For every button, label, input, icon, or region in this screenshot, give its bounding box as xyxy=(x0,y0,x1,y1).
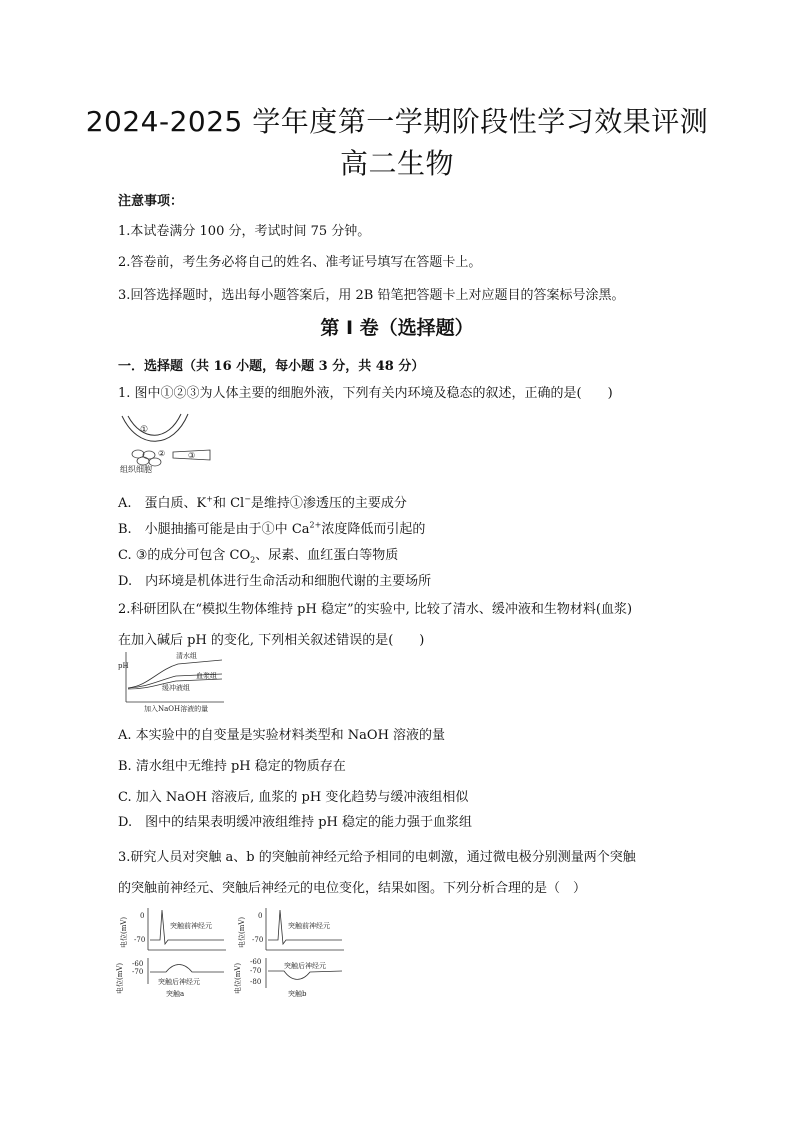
notice-heading: 注意事项： xyxy=(118,194,184,209)
q2-option-b: B. 清水组中无维持 pH 稳定的物质存在 xyxy=(118,759,346,774)
exam-subject: 高二生物 xyxy=(339,147,454,180)
q1-label-3: ③ xyxy=(188,451,196,460)
q1-label-2: ② xyxy=(158,449,166,458)
q3b-m70b: -70 xyxy=(250,967,262,975)
q3b-caption: 突触b xyxy=(288,990,307,998)
q1-figure xyxy=(118,410,214,474)
q1-caption: 组织细胞 xyxy=(120,465,152,474)
q3b-post: 突触后神经元 xyxy=(284,962,326,970)
q3a-m70: -70 xyxy=(134,936,146,944)
q3a-ylabel: 电位(mV) xyxy=(120,916,128,948)
q3-stem-line2: 的突触前神经元、突触后神经元的电位变化，结果如图。下列分析合理的是（ ） xyxy=(118,881,587,896)
q2-plasma-label: 血浆组 xyxy=(196,672,217,680)
q1-option-c: C. ③的成分可包含 $CO_2$、尿素、血红蛋白等物质 xyxy=(118,548,399,565)
q3b-zero: 0 xyxy=(258,912,263,920)
q3-figure-a xyxy=(118,904,228,1000)
q3a-pre: 突触前神经元 xyxy=(170,922,212,930)
q2-y-label: pH xyxy=(118,662,129,670)
q2-option-a: A. 本实验中的自变量是实验材料类型和 NaOH 溶液的量 xyxy=(118,728,446,743)
q3b-ylabel: 电位(mV) xyxy=(238,916,246,948)
q2-option-c: C. 加入 NaOH 溶液后, 血浆的 pH 变化趋势与缓冲液组相似 xyxy=(118,790,469,805)
notice-item-2: 2.答卷前，考生务必将自己的姓名、准考证号填写在答题卡上。 xyxy=(118,255,482,270)
q1-label-1: ① xyxy=(140,425,149,435)
q3a-ylabel2: 电位(mV) xyxy=(116,962,124,994)
notice-item-1: 1.本试卷满分 100 分，考试时间 75 分钟。 xyxy=(118,224,371,239)
q2-option-d: D. 图中的结果表明缓冲液组维持 pH 稳定的能力强于血浆组 xyxy=(118,815,473,830)
q2-clear-label: 清水组 xyxy=(176,652,197,660)
q3b-ylabel2: 电位(mV) xyxy=(234,962,242,994)
notice-item-3: 3.回答选择题时，选出每小题答案后，用 2B 铅笔把答题卡上对应题目的答案标号涂黑。 xyxy=(118,288,625,303)
part-heading: 一．选择题（共 16 小题，每小题 3 分，共 48 分） xyxy=(118,359,425,374)
q3a-m70b: -70 xyxy=(132,968,144,976)
q2-figure xyxy=(118,648,228,712)
q3b-m60: -60 xyxy=(250,958,262,966)
q1-stem: 1. 图中①②③为人体主要的细胞外液，下列有关内环境及稳态的叙述，正确的是( ) xyxy=(118,386,613,401)
q1-option-a: A. 蛋白质、K+和 Cl−是维持①渗透压的主要成分 xyxy=(118,494,407,511)
q2-stem-line2: 在加入碱后 pH 的变化, 下列相关叙述错误的是( ) xyxy=(118,633,425,648)
q3b-m70: -70 xyxy=(252,936,264,944)
q1-option-d: D. 内环境是机体进行生命活动和细胞代谢的主要场所 xyxy=(118,574,432,589)
section-title: 第 I 卷（选择题） xyxy=(320,317,474,339)
exam-title: 2024-2025 学年度第一学期阶段性学习效果评测 xyxy=(85,105,709,138)
q3b-m80: -80 xyxy=(250,978,262,986)
q3b-pre: 突触前神经元 xyxy=(288,922,330,930)
q3a-m60: -60 xyxy=(132,960,144,968)
q3a-zero: 0 xyxy=(140,912,145,920)
q3-stem-line1: 3.研究人员对突触 a、b 的突触前神经元给予相同的电刺激，通过微电极分别测量两个突触 xyxy=(118,850,636,865)
q3a-post: 突触后神经元 xyxy=(158,978,200,986)
q2-stem-line1: 2.科研团队在“模拟生物体维持 pH 稳定”的实验中, 比较了清水、缓冲液和生物材料(血浆) xyxy=(118,602,633,617)
q2-x-label: 加入NaOH溶液的量 xyxy=(144,705,209,713)
q3a-caption: 突触a xyxy=(166,990,185,998)
q3-figure-b xyxy=(236,904,346,1000)
q2-buffer-label: 缓冲液组 xyxy=(162,684,190,692)
q1-option-b: B. 小腿抽搐可能是由于①中 $Ca^{2+}$浓度降低而引起的 xyxy=(118,520,426,537)
